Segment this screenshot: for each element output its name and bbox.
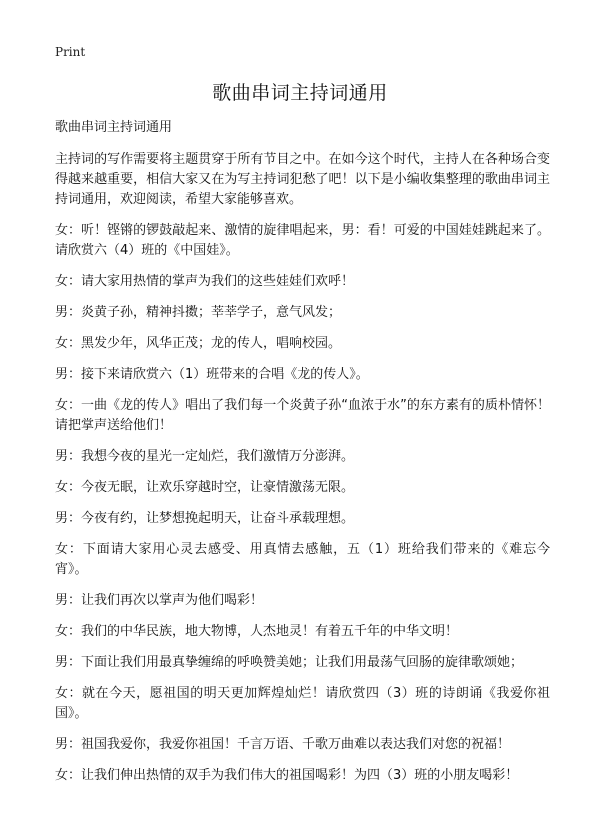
paragraph: 女：听！铿锵的锣鼓敲起来、激情的旋律唱起来，男：看！可爱的中国娃娃跳起来了。请欣赏六（4）班的《中国娃》。 <box>55 223 550 258</box>
paragraph: 男：我想今夜的星光一定灿烂，我们激情万分澎湃。 <box>55 449 355 464</box>
print-label[interactable]: Print <box>55 45 86 59</box>
paragraph: 男：让我们再次以掌声为他们喝彩！ <box>55 593 264 608</box>
paragraph: 女：一曲《龙的传人》唱出了我们每一个炎黄子孙“血浓于水”的东方素有的质朴情怀！请把掌声送给他们！ <box>55 398 550 433</box>
paragraph: 男：今夜有约，让梦想挽起明天，让奋斗承载理想。 <box>55 511 355 526</box>
page-title: 歌曲串词主持词通用 <box>212 82 388 104</box>
paragraph: 女：今夜无眠，让欢乐穿越时空，让豪情激荡无限。 <box>55 480 355 495</box>
document-subtitle: 歌曲串词主持词通用 <box>55 120 173 135</box>
paragraph: 男：下面让我们用最真挚缠绵的呼唤赞美她；让我们用最荡气回肠的旋律歌颂她； <box>55 655 524 670</box>
paragraph: 女：下面请大家用心灵去感受、用真情去感触，五（1）班给我们带来的《难忘今宵》。 <box>55 542 550 577</box>
document-body <box>55 118 550 797</box>
paragraph: 女：我们的中华民族，地大物博，人杰地灵！有着五千年的中华文明！ <box>55 624 459 639</box>
paragraph: 男：炎黄子孙，精神抖擞；莘莘学子，意气风发； <box>55 305 342 320</box>
paragraph: 女：请大家用热情的掌声为我们的这些娃娃们欢呼！ <box>55 274 355 289</box>
paragraph: 男：祖国我爱你，我爱你祖国！千言万语、千歌万曲难以表达我们对您的祝福！ <box>55 737 511 752</box>
paragraph-intro: 主持词的写作需要将主题贯穿于所有节目之中。在如今这个时代，主持人在各种场合变得越来越重要，相信大家又在为写主持词犯愁了吧！以下是小编收集整理的歌曲串词主持词通用，欢迎阅读，希望大家能够喜欢。 <box>55 152 550 207</box>
paragraph: 女：就在今天，愿祖国的明天更加辉煌灿烂！请欣赏四（3）班的诗朗诵《我爱你祖国》。 <box>55 686 550 721</box>
paragraph: 女：让我们伸出热情的双手为我们伟大的祖国喝彩！为四（3）班的小朋友喝彩！ <box>55 768 519 783</box>
paragraph: 女：黑发少年，风华正茂；龙的传人，唱响校园。 <box>55 336 342 351</box>
paragraph: 男：接下来请欣赏六（1）班带来的合唱《龙的传人》。 <box>55 367 369 382</box>
